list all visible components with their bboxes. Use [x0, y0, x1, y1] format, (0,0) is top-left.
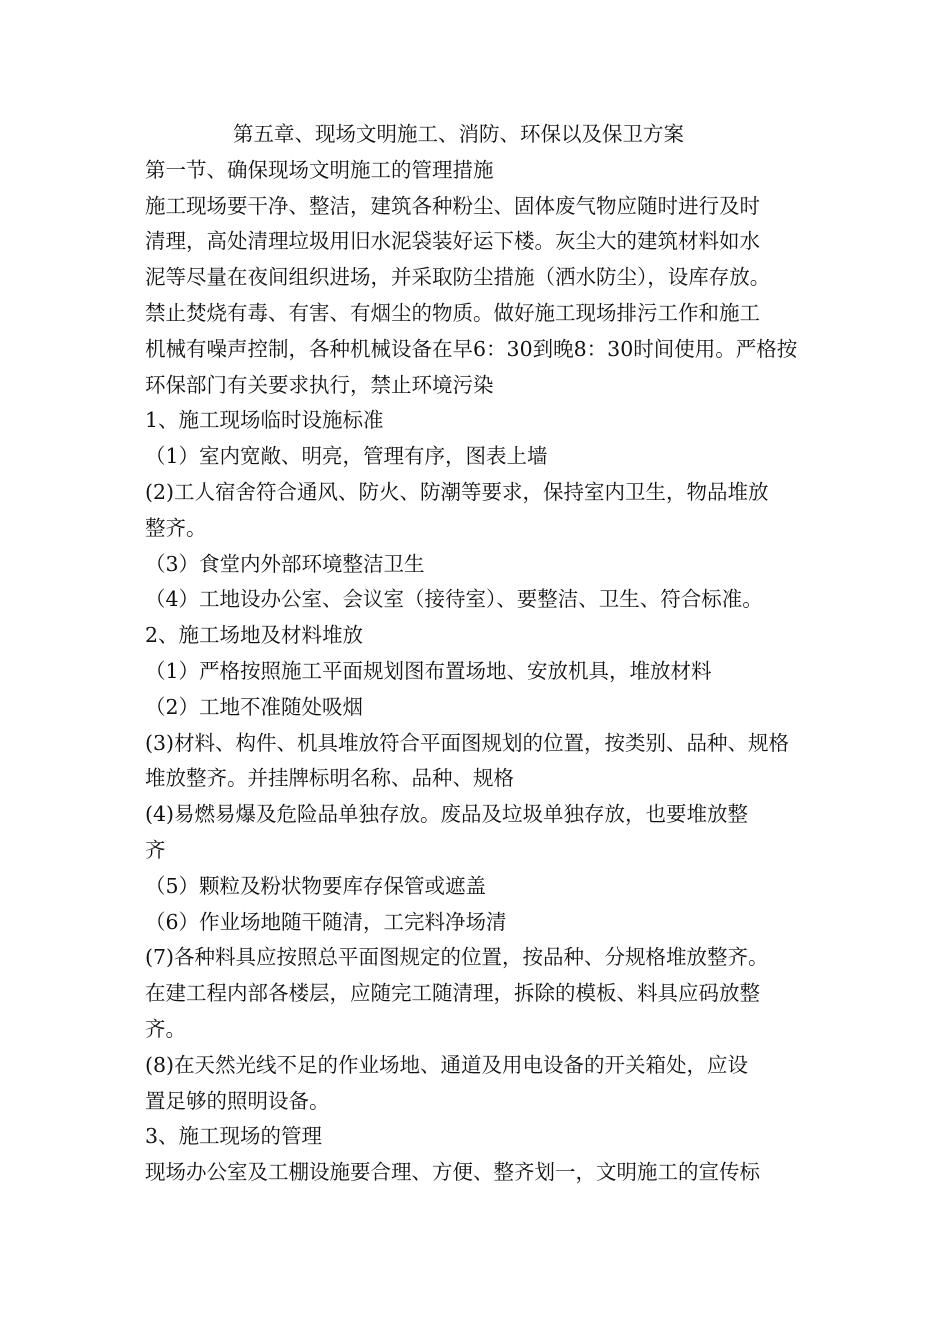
list-item-continuation: 齐 [145, 837, 166, 862]
list-item: (3)材料、构件、机具堆放符合平面图规划的位置，按类别、品种、规格 [145, 730, 790, 755]
paragraph-line: 施工现场要干净、整洁，建筑各种粉尘、固体废气物应随时进行及时 [145, 193, 760, 218]
list-item: （2）工地不准随处吸烟 [145, 694, 364, 719]
list-item: （1）室内宽敞、明亮，管理有序，图表上墙 [145, 444, 548, 469]
list-item-continuation: 堆放整齐。并挂牌标明名称、品种、规格 [145, 766, 514, 791]
paragraph-line: 机械有噪声控制，各种机械设备在早6：30到晚8：30时间使用。严格按 [145, 336, 798, 361]
list-item-continuation: 整齐。 [145, 515, 207, 540]
list-item: (2)工人宿舍符合通风、防火、防潮等要求，保持室内卫生，物品堆放 [145, 479, 769, 504]
list-item: (8)在天然光线不足的作业场地、通道及用电设备的开关箱处，应设 [145, 1052, 749, 1077]
document-body [145, 117, 815, 1191]
subsection-heading: 3、施工现场的管理 [145, 1124, 323, 1149]
paragraph-line: 禁止焚烧有毒、有害、有烟尘的物质。做好施工现场排污工作和施工 [145, 300, 760, 325]
section-heading: 第一节、确保现场文明施工的管理措施 [145, 157, 494, 182]
list-item: （3）食堂内外部环境整洁卫生 [145, 551, 425, 576]
subsection-heading: 1、施工现场临时设施标准 [145, 408, 384, 433]
list-item: （1）严格按照施工平面规划图布置场地、安放机具，堆放材料 [145, 658, 712, 683]
paragraph-line: 现场办公室及工棚设施要合理、方便、整齐划一，文明施工的宣传标 [145, 1160, 760, 1185]
list-item: （6）作业场地随干随清，工完料净场清 [145, 909, 507, 934]
paragraph-line: 清理，高处清理垃圾用旧水泥袋装好运下楼。灰尘大的建筑材料如水 [145, 229, 760, 254]
subsection-heading: 2、施工场地及材料堆放 [145, 623, 364, 648]
list-item: （4）工地设办公室、会议室（接待室）、要整洁、卫生、符合标准。 [145, 587, 763, 612]
list-item-continuation: 在建工程内部各楼层，应随完工随清理，拆除的模板、料具应码放整 [145, 981, 760, 1006]
list-item: (4)易燃易爆及危险品单独存放。废品及垃圾单独存放，也要堆放整 [145, 802, 749, 827]
list-item-continuation: 置足够的照明设备。 [145, 1088, 330, 1113]
list-item: (7)各种料具应按照总平面图规定的位置，按品种、分规格堆放整齐。 [145, 945, 769, 970]
paragraph-line: 泥等尽量在夜间组织进场，并采取防尘措施（洒水防尘），设库存放。 [145, 265, 771, 290]
chapter-title: 第五章、现场文明施工、消防、环保以及保卫方案 [233, 122, 684, 146]
list-item: （5）颗粒及粉状物要库存保管或遮盖 [145, 873, 487, 898]
list-item-continuation: 齐。 [145, 1016, 186, 1041]
paragraph-line: 环保部门有关要求执行，禁止环境污染 [145, 372, 494, 397]
